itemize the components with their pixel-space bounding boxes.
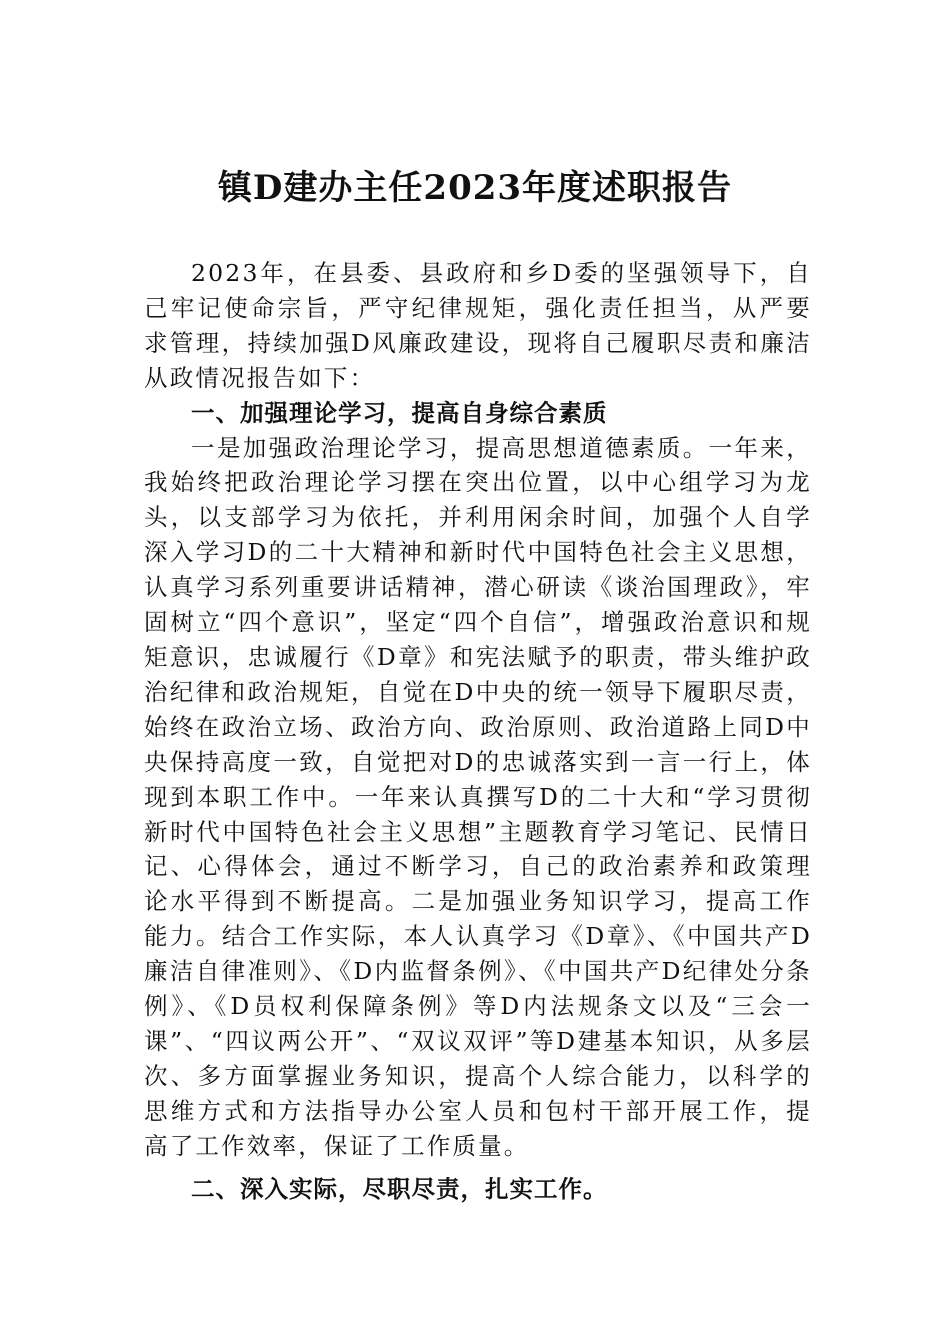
section-heading-1: 一、加强理论学习，提高自身综合素质 [191, 398, 608, 427]
document-body [144, 256, 812, 1206]
intro-paragraph: 2023年，在县委、县政府和乡D委的坚强领导下，自己牢记使命宗旨，严守纪律规矩，强化责任担当，从严要求管理，持续加强D风廉政建设，现将自己履职尽责和廉洁从政情况报告如下： [144, 259, 812, 392]
section-paragraph-1: 一是加强政治理论学习，提高思想道德素质。一年来，我始终把政治理论学习摆在突出位置，以中心组学习为龙头，以支部学习为依托，并利用闲余时间，加强个人自学深入学习D的二十大精神和新时代中国特色社会主义思想，认真学习系列重要讲话精神，潜心研读《谈治国理政》，牢固树立“四个意识”，坚定“四个自信”，增强政治意识和规矩意识，忠诚履行《D章》和宪法赋予的职责，带头维护政治纪律和政治规矩，自觉在D中央的统一领导下履职尽责，始终在政治立场、政治方向、政治原则、政治道路上同D中央保持高度一致，自觉把对D的忠诚落实到一言一行上，体现到本职工作中。一年来认真撰写D的二十大和“学习贯彻新时代中国特色社会主义思想”主题教育学习笔记、民情日记、心得体会，通过不断学习，自己的政治素养和政策理论水平得到不断提高。二是加强业务知识学习，提高工作能力。结合工作实际，本人认真学习《D章》、《中国共产D廉洁自律准则》、《D内监督条例》、《中国共产D纪律处分条例》、《D员权利保障条例》等D内法规条文以及“三会一课”、“四议两公开”、“双议双评”等D建基本知识，从多层次、多方面掌握业务知识，提高个人综合能力，以科学的思维方式和方法指导办公室人员和包村干部开展工作，提高了工作效率，保证了工作质量。 [144, 433, 812, 1160]
document-title: 镇D建办主任2023年度述职报告 [217, 168, 733, 208]
section-heading-2: 二、深入实际，尽职尽责，扎实工作。 [191, 1174, 608, 1203]
